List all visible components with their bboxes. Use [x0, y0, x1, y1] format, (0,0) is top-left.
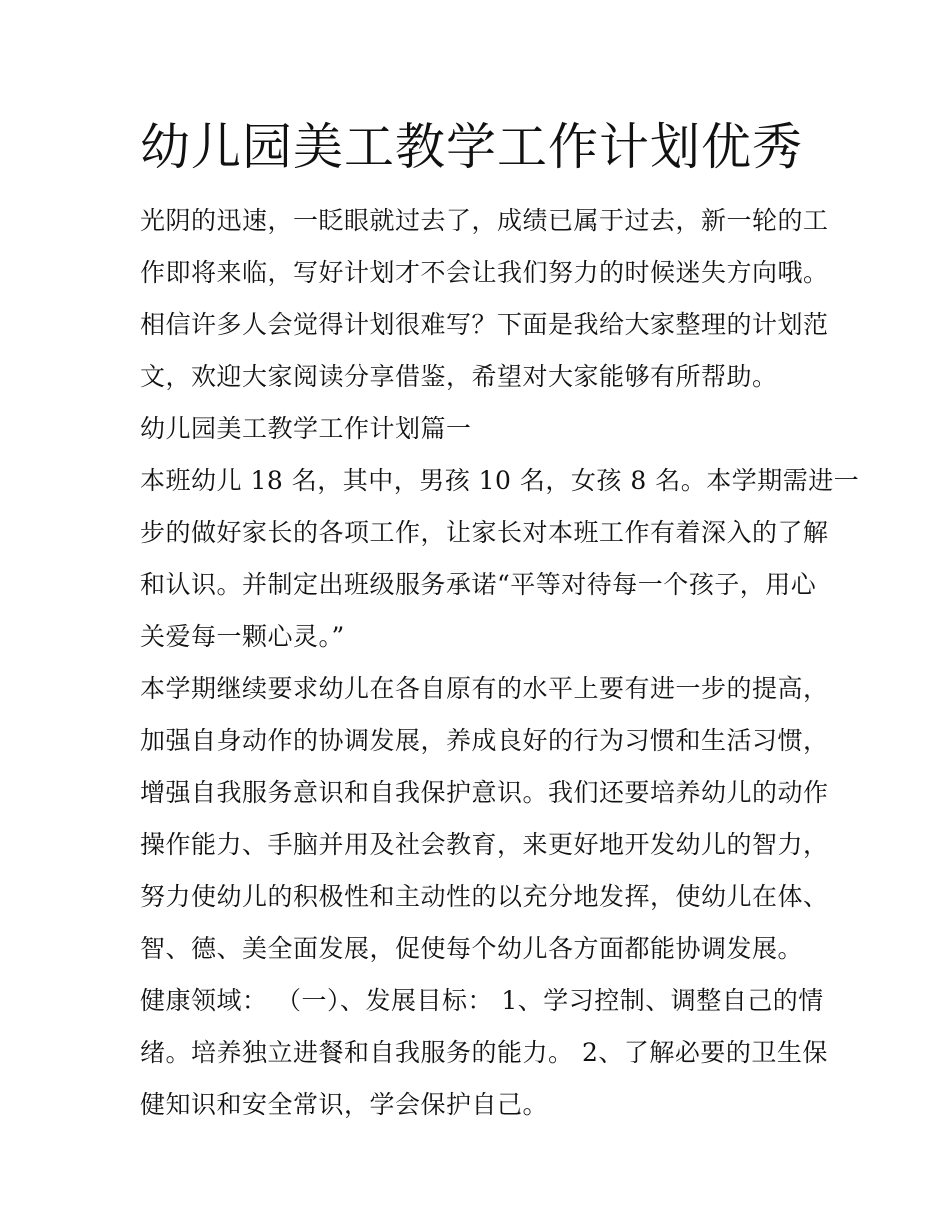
body-line: 关爱每一颗心灵。”	[140, 622, 345, 651]
body-line: 加强自身动作的协调发展，养成良好的行为习惯和生活习惯，	[140, 726, 829, 755]
body-line: 作即将来临，写好计划才不会让我们努力的时候迷失方向哦。	[140, 258, 829, 287]
body-line: 光阴的迅速，一眨眼就过去了，成绩已属于过去，新一轮的工	[140, 206, 829, 235]
body-line: 步的做好家长的各项工作，让家长对本班工作有着深入的了解	[140, 518, 829, 547]
section-heading: 幼儿园美工教学工作计划篇一	[140, 414, 472, 443]
body-line: 绪。培养独立进餐和自我服务的能力。 2、了解必要的卫生保	[140, 1038, 828, 1067]
body-line: 健康领域： （一）、发展目标： 1、学习控制、调整自己的情	[140, 986, 824, 1015]
body-line: 和认识。并制定出班级服务承诺“平等对待每一个孩子，用心	[140, 570, 817, 599]
body-line: 智、德、美全面发展，促使每个幼儿各方面都能协调发展。	[140, 934, 804, 963]
body-line: 本学期继续要求幼儿在各自原有的水平上要有进一步的提高，	[140, 674, 829, 703]
document-body	[140, 195, 860, 1131]
document-page	[140, 112, 860, 1131]
body-line: 努力使幼儿的积极性和主动性的以充分地发挥，使幼儿在体、	[140, 882, 829, 911]
body-line: 相信许多人会觉得计划很难写？下面是我给大家整理的计划范	[140, 310, 829, 339]
body-line: 健知识和安全常识，学会保护自己。	[140, 1090, 549, 1119]
document-title: 幼儿园美工教学工作计划优秀	[140, 118, 803, 176]
body-line: 本班幼儿 18 名，其中，男孩 10 名，女孩 8 名。本学期需进一	[140, 466, 860, 495]
body-line: 文，欢迎大家阅读分享借鉴，希望对大家能够有所帮助。	[140, 362, 778, 391]
body-line: 操作能力、手脑并用及社会教育，来更好地开发幼儿的智力，	[140, 830, 829, 859]
body-line: 增强自我服务意识和自我保护意识。我们还要培养幼儿的动作	[140, 778, 829, 807]
